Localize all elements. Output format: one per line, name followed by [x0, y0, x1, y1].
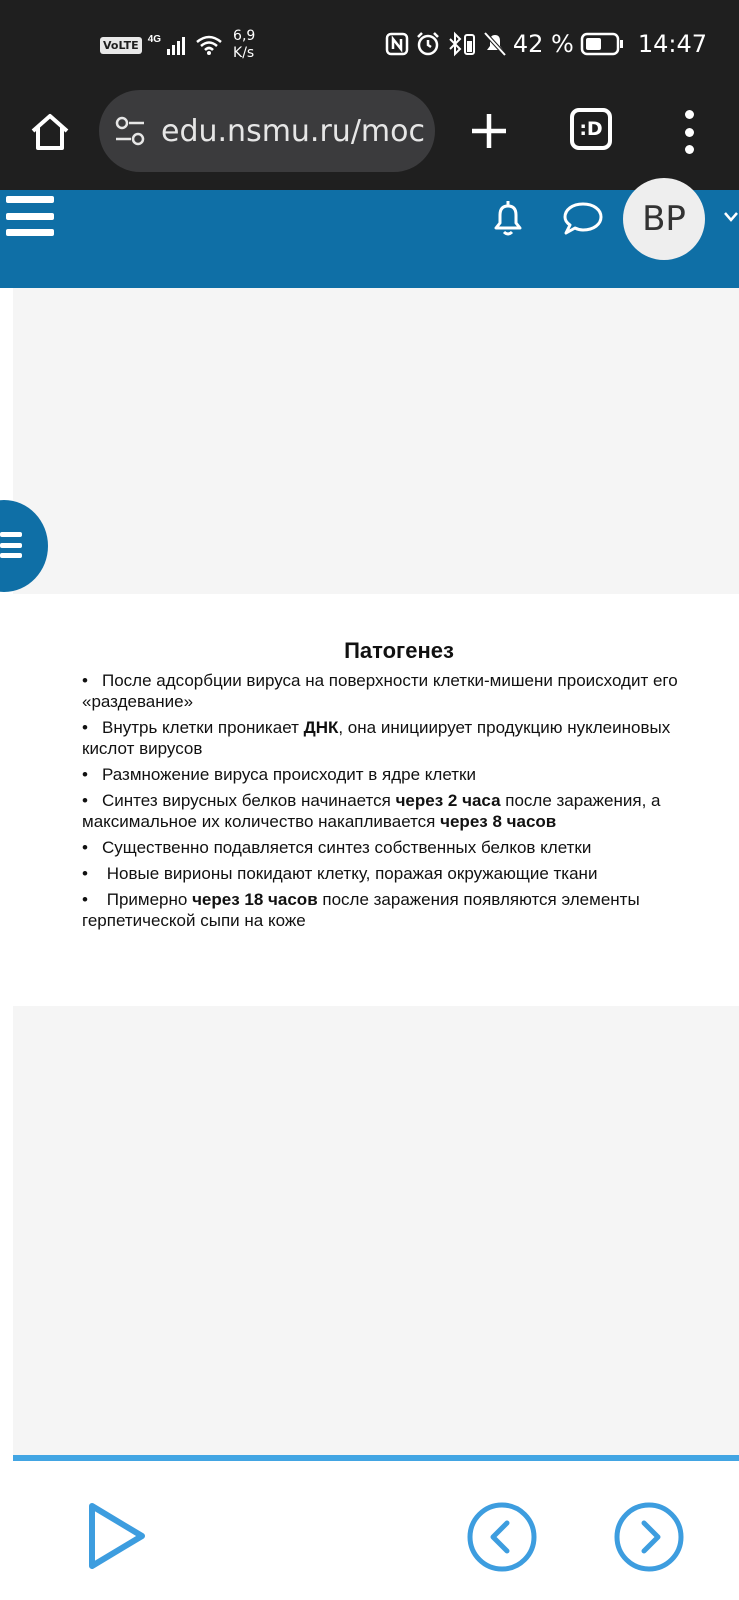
network-speed	[233, 28, 255, 62]
slide-bullet-item	[82, 764, 702, 785]
bullet-text: После адсорбции вируса на поверхности клетки-мишени происходит его «раздевание»	[82, 671, 678, 711]
clock: 14:47	[637, 30, 707, 58]
slide-bullet-item	[82, 790, 702, 832]
address-bar[interactable]	[99, 90, 435, 172]
bullet-text: Новые вирионы покидают клетку, поражая окружающие ткани	[102, 864, 598, 883]
speed-unit: K/s	[233, 45, 255, 61]
bullet-marker: •	[82, 791, 88, 810]
bullet-text: Примерно	[102, 890, 193, 909]
user-avatar[interactable]: ВР	[623, 178, 705, 260]
course-index-icon	[0, 532, 22, 558]
slide-bullet-item	[82, 837, 702, 858]
menu-icon[interactable]	[6, 196, 54, 236]
mute-icon	[483, 31, 507, 57]
app-header	[0, 190, 739, 288]
next-slide-icon[interactable]	[613, 1501, 685, 1573]
bullet-text: Существенно подавляется синтез собственных белков клетки	[102, 838, 592, 857]
more-menu-icon[interactable]	[678, 110, 700, 154]
bullet-marker: •	[82, 838, 88, 857]
bullet-text: Внутрь клетки проникает	[102, 718, 304, 737]
alarm-icon	[415, 31, 441, 57]
url-text[interactable]: edu.nsmu.ru/moc	[161, 113, 425, 149]
notifications-bell-icon[interactable]	[488, 198, 528, 238]
home-icon[interactable]	[28, 110, 72, 154]
chevron-down-icon[interactable]	[724, 212, 738, 222]
battery-percent: 42 %	[512, 30, 574, 58]
bullet-text: , она инициирует продукцию нуклеиновых кислот вирусов	[82, 718, 671, 758]
signal-icon	[167, 35, 189, 55]
bullet-text-bold: ДНК	[303, 718, 339, 737]
new-tab-icon[interactable]	[466, 108, 512, 154]
slide-bullet-item	[82, 670, 702, 712]
speed-value: 6,9	[233, 28, 256, 44]
slide-bullet-item	[82, 863, 702, 884]
bullet-text-bold: через 18 часов	[192, 890, 318, 909]
site-settings-icon[interactable]	[113, 114, 147, 148]
slide-letterbox-bottom	[13, 1006, 739, 1456]
bullet-marker: •	[82, 718, 88, 737]
bullet-marker: •	[82, 890, 88, 909]
player-controls	[0, 1461, 739, 1600]
network-type: 4G	[147, 33, 162, 45]
status-bar	[0, 0, 739, 90]
battery-icon	[580, 32, 624, 56]
bullet-marker: •	[82, 864, 88, 883]
status-left	[100, 28, 255, 62]
bullet-text: после заражения появляются элементы герпетической сыпи на коже	[82, 890, 640, 930]
tab-switcher-button[interactable]: :D	[570, 108, 612, 150]
wifi-icon	[195, 34, 223, 56]
bullet-text-bold: через 2 часа	[395, 791, 501, 810]
browser-toolbar	[0, 90, 739, 190]
bluetooth-battery-icon	[447, 31, 477, 57]
volte-indicator: VoLTE	[100, 37, 142, 54]
bullet-marker: •	[82, 765, 88, 784]
slide-letterbox-top	[13, 288, 739, 594]
play-icon[interactable]	[86, 1501, 148, 1571]
slide-bullet-item	[82, 717, 702, 759]
slide-bullet-list	[82, 670, 702, 936]
bullet-text: Размножение вируса происходит в ядре клетки	[102, 765, 476, 784]
status-right	[385, 30, 707, 58]
bullet-text-bold: через 8 часов	[440, 812, 557, 831]
slide-bullet-item	[82, 889, 702, 931]
bullet-text: после заражения, а максимальное их количество накапливается	[82, 791, 661, 831]
nfc-icon	[385, 32, 409, 56]
presentation-slide	[13, 594, 739, 1006]
messages-icon[interactable]	[562, 200, 604, 238]
bullet-text: Синтез вирусных белков начинается	[102, 791, 396, 810]
bullet-marker: •	[82, 671, 88, 690]
previous-slide-icon[interactable]	[466, 1501, 538, 1573]
slide-title: Патогенез	[344, 638, 454, 663]
